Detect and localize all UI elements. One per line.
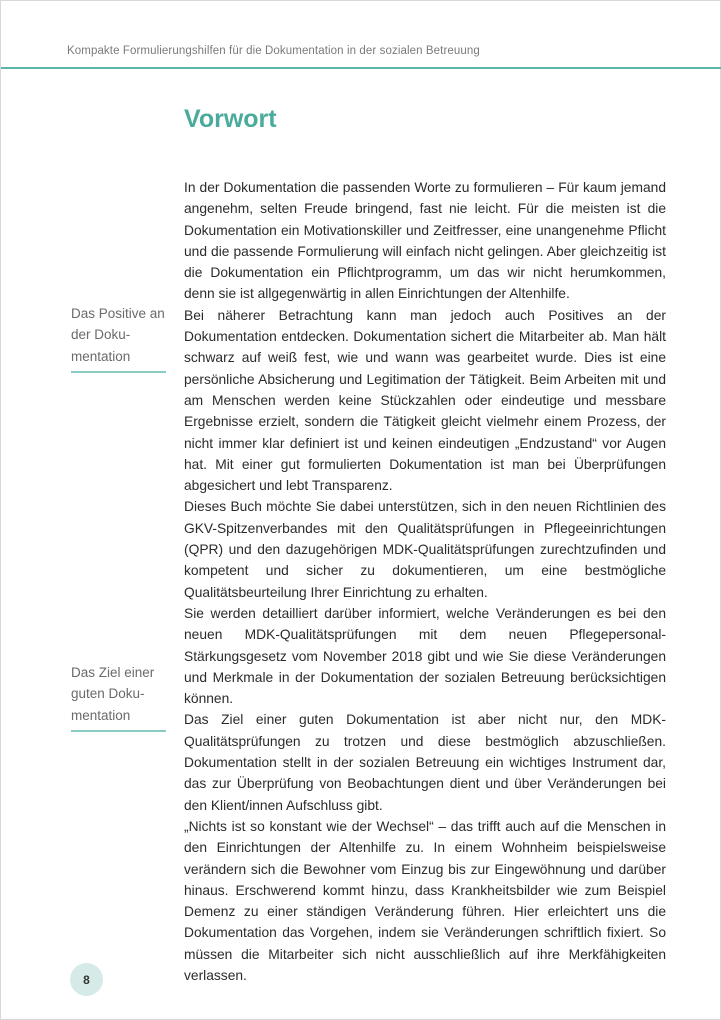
body-text: [184, 177, 666, 986]
margin-note-positive: [71, 303, 166, 373]
paragraph: Dieses Buch möchte Sie dabei unterstützen, sich in den neuen Richtlinien des GKV-Spitzenverbandes mit den Qualitätsprüfungen in Pflegeeinrichtungen (QPR) und den dazugehörigen MDK-Qualitätsprüfungen zurechtzufinden und kompetent und sicher zu dokumentieren, um eine bestmögliche Qualitätsbeurteilung Ihrer Einrichtung zu erhalten.: [184, 499, 666, 600]
margin-note-goal: [71, 662, 166, 732]
paragraph: In der Dokumentation die passenden Worte zu formulieren – Für kaum jemand angenehm, selten Freude bringend, fast nie leicht. Für die meisten ist die Dokumentation ein Motivationskiller und Zeitfresser, eine unangenehme Pflicht und die passende Formulierung will einfach nicht gelingen. Aber gleichzeitig ist die Dokumentation ein Pflichtprogramm, um das wir nicht herumkommen, denn sie ist allgegenwärtig in allen Einrichtungen der Altenhilfe.: [184, 180, 666, 302]
page-number-badge: [70, 963, 103, 996]
margin-note-text: Das Ziel einer guten Doku- mentation: [71, 665, 155, 723]
chapter-title: Vorwort: [184, 105, 277, 133]
paragraph: Das Ziel einer guten Dokumentation ist aber nicht nur, den MDK-Qualitätsprüfungen zu trotzen und diese bestmöglich abzuschließen. Dokumentation stellt in der sozialen Betreuung ein wichtiges Instrument dar, das zur Überprüfung von Beobachtungen dient und über Veränderungen bei den Klient/innen Aufschluss gibt.: [184, 712, 666, 813]
paragraph: „Nichts ist so konstant wie der Wechsel“ – das trifft auch auf die Menschen in den Einrichtungen der Altenhilfe zu. In einem Wohnheim beispielsweise verändern sich die Bewohner vom Einzug bis zur Eingewöhnung und darüber hinaus. Erschwerend kommt hinzu, dass Krankheitsbilder wie zum Beispiel Demenz zu einer ständigen Veränderung führen. Hier erleichtert uns die Dokumentation das Vorgehen, indem sie Veränderungen schriftlich fixiert. So müssen die Mitarbeiter sich nicht ausschließlich auf ihre Merkfähigkeiten verlassen.: [184, 818, 666, 983]
header-rule: [1, 67, 721, 69]
page-number: 8: [83, 972, 90, 987]
paragraph: Sie werden detailliert darüber informiert, welche Veränderungen es bei den neuen MDK-Qualitätsprüfungen mit dem neuen Pflegepersonal-Stärkungsgesetz vom November 2018 gibt und wie Sie diese Veränderungen und Merkmale in der Dokumentation der sozialen Betreuung berücksichtigen können.: [184, 605, 666, 707]
margin-note-rule: [71, 730, 166, 732]
running-header: Kompakte Formulierungshilfen für die Dokumentation in der sozialen Betreuung: [67, 45, 480, 57]
margin-note-rule: [71, 371, 166, 373]
margin-note-text: Das Positive an der Doku- mentation: [71, 306, 165, 364]
paragraph: Bei näherer Betrachtung kann man jedoch auch Positives an der Dokumentation entdecken. Dokumentation sichert die Mitarbeiter ab. Man hält schwarz auf weiß fest, wie und wann was gearbeitet wurde. Dies ist eine persönliche Absicherung und Legitimation der Tätigkeit. Beim Arbeiten mit und am Menschen werden keine Stückzahlen oder eindeutige und messbare Ergebnisse erzielt, sondern die Tätigkeit gleicht vielmehr einem Prozess, der nicht immer klar definiert ist und keinen eindeutigen „Endzustand“ vor Augen hat. Mit einer gut formulierten Dokumentation ist man bei Überprüfungen abgesichert und lebt Transparenz.: [184, 307, 666, 494]
